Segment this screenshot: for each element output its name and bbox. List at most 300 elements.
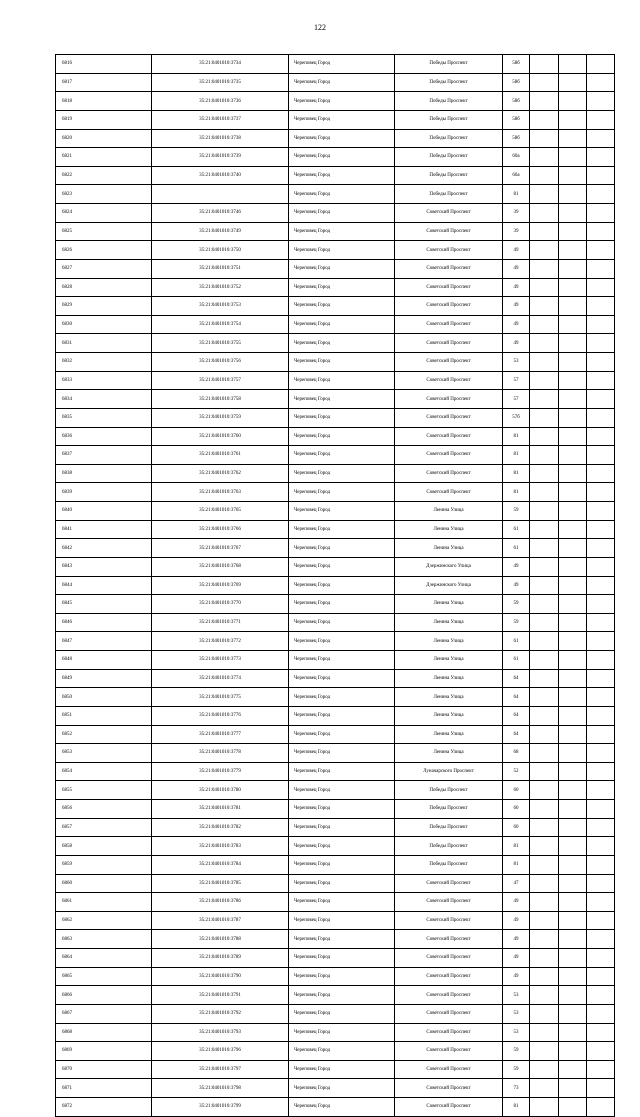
table-row [56, 762, 615, 781]
locality-cell: Череповец Город [289, 129, 395, 148]
street-cell: Советский Проспект [395, 911, 503, 930]
cadastral-number-cell: 35:21:0401010:3779 [152, 762, 289, 781]
row-number-cell: 6856 [56, 800, 152, 819]
empty-cell [559, 818, 587, 837]
house-cell: 61 [503, 651, 530, 670]
street-cell: Дзержинского Улица [395, 557, 503, 576]
locality-cell: Череповец Город [289, 613, 395, 632]
locality-cell: Череповец Город [289, 446, 395, 465]
table-row [56, 1098, 615, 1117]
locality-cell: Череповец Город [289, 837, 395, 856]
house-cell: 49 [503, 241, 530, 260]
house-cell: 49 [503, 297, 530, 316]
empty-cell [559, 55, 587, 74]
empty-cell [587, 520, 615, 539]
empty-cell [559, 800, 587, 819]
house-cell: 39 [503, 204, 530, 223]
table-row [56, 483, 615, 502]
row-number-cell: 6851 [56, 706, 152, 725]
house-cell: 60а [503, 166, 530, 185]
empty-cell [559, 967, 587, 986]
empty-cell [559, 408, 587, 427]
street-cell: Победы Проспект [395, 855, 503, 874]
empty-cell [587, 464, 615, 483]
house-cell: 49 [503, 967, 530, 986]
cadastral-number-cell: 35:21:0401010:3763 [152, 483, 289, 502]
table-row [56, 464, 615, 483]
empty-cell [559, 706, 587, 725]
cadastral-number-cell: 35:21:0401010:3769 [152, 576, 289, 595]
empty-cell [530, 427, 559, 446]
cadastral-number-cell: 35:21:0401010:3734 [152, 55, 289, 74]
empty-cell [559, 241, 587, 260]
locality-cell: Череповец Город [289, 1004, 395, 1023]
street-cell: Советский Проспект [395, 986, 503, 1005]
empty-cell [587, 92, 615, 111]
table-row [56, 688, 615, 707]
street-cell: Ленина Улица [395, 613, 503, 632]
empty-cell [559, 334, 587, 353]
cadastral-number-cell: 35:21:0401010:3776 [152, 706, 289, 725]
house-cell: 68 [503, 744, 530, 763]
house-cell: 49 [503, 911, 530, 930]
empty-cell [559, 874, 587, 893]
house-cell: 58б [503, 129, 530, 148]
empty-cell [587, 911, 615, 930]
house-cell: 60 [503, 800, 530, 819]
table-row [56, 297, 615, 316]
street-cell: Победы Проспект [395, 148, 503, 167]
locality-cell: Череповец Город [289, 595, 395, 614]
empty-cell [530, 334, 559, 353]
empty-cell [530, 1004, 559, 1023]
row-number-cell: 6870 [56, 1060, 152, 1079]
cadastral-number-cell [152, 185, 289, 204]
house-cell: 53 [503, 986, 530, 1005]
empty-cell [559, 92, 587, 111]
empty-cell [559, 688, 587, 707]
row-number-cell: 6863 [56, 930, 152, 949]
empty-cell [559, 911, 587, 930]
cadastral-number-cell: 35:21:0401010:3750 [152, 241, 289, 260]
cadastral-number-cell: 35:21:0401010:3777 [152, 725, 289, 744]
locality-cell: Череповец Город [289, 930, 395, 949]
cadastral-number-cell: 35:21:0401010:3770 [152, 595, 289, 614]
locality-cell: Череповец Город [289, 706, 395, 725]
house-cell: 49 [503, 576, 530, 595]
empty-cell [559, 278, 587, 297]
street-cell: Дзержинского Улица [395, 576, 503, 595]
empty-cell [559, 166, 587, 185]
locality-cell: Череповец Город [289, 874, 395, 893]
house-cell: 58б [503, 92, 530, 111]
empty-cell [559, 148, 587, 167]
table-row [56, 390, 615, 409]
empty-cell [530, 259, 559, 278]
empty-cell [587, 725, 615, 744]
empty-cell [530, 185, 559, 204]
street-cell: Советский Проспект [395, 297, 503, 316]
empty-cell [530, 725, 559, 744]
empty-cell [530, 1042, 559, 1061]
row-number-cell: 6832 [56, 353, 152, 372]
cadastral-number-cell: 35:21:0401010:3757 [152, 371, 289, 390]
empty-cell [530, 539, 559, 558]
row-number-cell: 6819 [56, 110, 152, 129]
cadastral-number-cell: 35:21:0401010:3738 [152, 129, 289, 148]
cadastral-number-cell: 35:21:0401010:3797 [152, 1060, 289, 1079]
empty-cell [530, 688, 559, 707]
house-cell: 39 [503, 222, 530, 241]
street-cell: Советский Проспект [395, 222, 503, 241]
empty-cell [530, 986, 559, 1005]
empty-cell [587, 55, 615, 74]
house-cell: 49 [503, 334, 530, 353]
empty-cell [530, 967, 559, 986]
empty-cell [559, 632, 587, 651]
table-row [56, 855, 615, 874]
locality-cell: Череповец Город [289, 1042, 395, 1061]
empty-cell [530, 483, 559, 502]
table-row [56, 185, 615, 204]
locality-cell: Череповец Город [289, 539, 395, 558]
row-number-cell: 6835 [56, 408, 152, 427]
row-number-cell: 6834 [56, 390, 152, 409]
table-row [56, 1079, 615, 1098]
street-cell: Советский Проспект [395, 1079, 503, 1098]
table-row [56, 446, 615, 465]
empty-cell [559, 259, 587, 278]
street-cell: Советский Проспект [395, 241, 503, 260]
empty-cell [559, 502, 587, 521]
empty-cell [530, 129, 559, 148]
table-row [56, 222, 615, 241]
empty-cell [559, 669, 587, 688]
empty-cell [559, 371, 587, 390]
row-number-cell: 6841 [56, 520, 152, 539]
empty-cell [559, 73, 587, 92]
locality-cell: Череповец Город [289, 204, 395, 223]
house-cell: 49 [503, 259, 530, 278]
street-cell: Победы Проспект [395, 129, 503, 148]
street-cell: Ленина Улица [395, 725, 503, 744]
row-number-cell: 6854 [56, 762, 152, 781]
street-cell: Победы Проспект [395, 55, 503, 74]
table-row [56, 874, 615, 893]
cadastral-number-cell: 35:21:0401010:3740 [152, 166, 289, 185]
row-number-cell: 6827 [56, 259, 152, 278]
row-number-cell: 6868 [56, 1023, 152, 1042]
empty-cell [587, 967, 615, 986]
empty-cell [530, 148, 559, 167]
empty-cell [587, 893, 615, 912]
table-row [56, 1060, 615, 1079]
cadastral-number-cell: 35:21:0401010:3788 [152, 930, 289, 949]
locality-cell: Череповец Город [289, 557, 395, 576]
row-number-cell: 6864 [56, 949, 152, 968]
house-cell: 49 [503, 278, 530, 297]
row-number-cell: 6840 [56, 502, 152, 521]
empty-cell [559, 464, 587, 483]
row-number-cell: 6825 [56, 222, 152, 241]
street-cell: Победы Проспект [395, 800, 503, 819]
cadastral-number-cell: 35:21:0401010:3778 [152, 744, 289, 763]
empty-cell [587, 855, 615, 874]
empty-cell [559, 110, 587, 129]
empty-cell [559, 520, 587, 539]
empty-cell [530, 557, 559, 576]
row-number-cell: 6838 [56, 464, 152, 483]
cadastral-number-cell: 35:21:0401010:3758 [152, 390, 289, 409]
street-cell: Советский Проспект [395, 1042, 503, 1061]
empty-cell [587, 930, 615, 949]
empty-cell [530, 464, 559, 483]
table-row [56, 576, 615, 595]
street-cell: Советский Проспект [395, 1098, 503, 1117]
house-cell: 61 [503, 632, 530, 651]
row-number-cell: 6828 [56, 278, 152, 297]
locality-cell: Череповец Город [289, 762, 395, 781]
empty-cell [587, 204, 615, 223]
table-row [56, 110, 615, 129]
house-cell: 49 [503, 315, 530, 334]
locality-cell: Череповец Город [289, 818, 395, 837]
empty-cell [530, 874, 559, 893]
locality-cell: Череповец Город [289, 781, 395, 800]
empty-cell [559, 222, 587, 241]
street-cell: Ленина Улица [395, 706, 503, 725]
cadastral-number-cell: 35:21:0401010:3775 [152, 688, 289, 707]
empty-cell [587, 241, 615, 260]
house-cell: 53 [503, 1023, 530, 1042]
cadastral-number-cell: 35:21:0401010:3784 [152, 855, 289, 874]
house-cell: 59 [503, 613, 530, 632]
empty-cell [559, 930, 587, 949]
locality-cell: Череповец Город [289, 408, 395, 427]
house-cell: 60 [503, 781, 530, 800]
row-number-cell: 6850 [56, 688, 152, 707]
empty-cell [587, 408, 615, 427]
table-row [56, 520, 615, 539]
empty-cell [559, 185, 587, 204]
street-cell: Ленина Улица [395, 539, 503, 558]
locality-cell: Череповец Город [289, 297, 395, 316]
cadastral-number-cell: 35:21:0401010:3780 [152, 781, 289, 800]
empty-cell [587, 110, 615, 129]
street-cell: Ленина Улица [395, 520, 503, 539]
house-cell: 59 [503, 595, 530, 614]
empty-cell [587, 353, 615, 372]
street-cell: Ленина Улица [395, 669, 503, 688]
empty-cell [587, 334, 615, 353]
table-row [56, 259, 615, 278]
empty-cell [559, 1079, 587, 1098]
row-number-cell: 6872 [56, 1098, 152, 1117]
cadastral-number-cell: 35:21:0401010:3753 [152, 297, 289, 316]
empty-cell [587, 688, 615, 707]
cadastral-number-cell: 35:21:0401010:3754 [152, 315, 289, 334]
house-cell: 64 [503, 669, 530, 688]
empty-cell [559, 613, 587, 632]
table-row [56, 725, 615, 744]
row-number-cell: 6822 [56, 166, 152, 185]
empty-cell [587, 1098, 615, 1117]
locality-cell: Череповец Город [289, 949, 395, 968]
empty-cell [587, 1079, 615, 1098]
empty-cell [587, 1023, 615, 1042]
row-number-cell: 6817 [56, 73, 152, 92]
cadastral-number-cell: 35:21:0401010:3774 [152, 669, 289, 688]
locality-cell: Череповец Город [289, 353, 395, 372]
row-number-cell: 6865 [56, 967, 152, 986]
street-cell: Советский Проспект [395, 408, 503, 427]
table-row [56, 949, 615, 968]
table-row [56, 632, 615, 651]
table-row [56, 837, 615, 856]
house-cell: 49 [503, 930, 530, 949]
cadastral-number-cell: 35:21:0401010:3771 [152, 613, 289, 632]
table-row [56, 986, 615, 1005]
empty-cell [559, 315, 587, 334]
street-cell: Ленина Улица [395, 651, 503, 670]
locality-cell: Череповец Город [289, 278, 395, 297]
locality-cell: Череповец Город [289, 651, 395, 670]
house-cell: 58б [503, 110, 530, 129]
empty-cell [559, 1042, 587, 1061]
empty-cell [530, 762, 559, 781]
house-cell: 52 [503, 762, 530, 781]
empty-cell [587, 297, 615, 316]
table-row [56, 371, 615, 390]
empty-cell [530, 222, 559, 241]
table-row [56, 166, 615, 185]
house-cell: 64 [503, 688, 530, 707]
empty-cell [587, 148, 615, 167]
empty-cell [530, 371, 559, 390]
page-number: 122 [314, 23, 326, 32]
table-row [56, 911, 615, 930]
table-row [56, 148, 615, 167]
row-number-cell: 6867 [56, 1004, 152, 1023]
empty-cell [559, 949, 587, 968]
empty-cell [530, 837, 559, 856]
row-number-cell: 6836 [56, 427, 152, 446]
cadastral-number-cell: 35:21:0401010:3783 [152, 837, 289, 856]
empty-cell [587, 706, 615, 725]
cadastral-number-cell: 35:21:0401010:3772 [152, 632, 289, 651]
street-cell: Советский Проспект [395, 1060, 503, 1079]
locality-cell: Череповец Город [289, 427, 395, 446]
house-cell: 57 [503, 390, 530, 409]
empty-cell [587, 800, 615, 819]
table-row [56, 278, 615, 297]
empty-cell [587, 502, 615, 521]
table-row [56, 1042, 615, 1061]
empty-cell [559, 576, 587, 595]
empty-cell [559, 129, 587, 148]
street-cell: Победы Проспект [395, 110, 503, 129]
cadastral-number-cell: 35:21:0401010:3798 [152, 1079, 289, 1098]
table-row [56, 334, 615, 353]
row-number-cell: 6833 [56, 371, 152, 390]
empty-cell [587, 557, 615, 576]
table-row [56, 930, 615, 949]
house-cell: 58б [503, 55, 530, 74]
street-cell: Советский Проспект [395, 893, 503, 912]
locality-cell: Череповец Город [289, 669, 395, 688]
street-cell: Победы Проспект [395, 92, 503, 111]
locality-cell: Череповец Город [289, 166, 395, 185]
cadastral-number-cell: 35:21:0401010:3756 [152, 353, 289, 372]
empty-cell [587, 278, 615, 297]
cadastral-number-cell: 35:21:0401010:3781 [152, 800, 289, 819]
empty-cell [587, 949, 615, 968]
house-cell: 59 [503, 502, 530, 521]
cadastral-number-cell: 35:21:0401010:3736 [152, 92, 289, 111]
street-cell: Советский Проспект [395, 371, 503, 390]
empty-cell [559, 557, 587, 576]
empty-cell [587, 390, 615, 409]
street-cell: Советский Проспект [395, 464, 503, 483]
cadastral-number-cell: 35:21:0401010:3761 [152, 446, 289, 465]
locality-cell: Череповец Город [289, 576, 395, 595]
empty-cell [530, 613, 559, 632]
table-row [56, 427, 615, 446]
empty-cell [587, 818, 615, 837]
table-row [56, 651, 615, 670]
cadastral-number-cell: 35:21:0401010:3799 [152, 1098, 289, 1117]
locality-cell: Череповец Город [289, 483, 395, 502]
empty-cell [530, 818, 559, 837]
house-cell: 81 [503, 427, 530, 446]
empty-cell [587, 315, 615, 334]
row-number-cell: 6858 [56, 837, 152, 856]
empty-cell [530, 576, 559, 595]
cadastral-number-cell: 35:21:0401010:3773 [152, 651, 289, 670]
locality-cell: Череповец Город [289, 744, 395, 763]
empty-cell [587, 166, 615, 185]
street-cell: Советский Проспект [395, 204, 503, 223]
row-number-cell: 6826 [56, 241, 152, 260]
street-cell: Советский Проспект [395, 446, 503, 465]
empty-cell [530, 706, 559, 725]
locality-cell: Череповец Город [289, 855, 395, 874]
table-row [56, 502, 615, 521]
row-number-cell: 6855 [56, 781, 152, 800]
empty-cell [530, 855, 559, 874]
table-row [56, 241, 615, 260]
row-number-cell: 6820 [56, 129, 152, 148]
cadastral-number-cell: 35:21:0401010:3755 [152, 334, 289, 353]
cadastral-number-cell: 35:21:0401010:3752 [152, 278, 289, 297]
row-number-cell: 6816 [56, 55, 152, 74]
cadastral-number-cell: 35:21:0401010:3785 [152, 874, 289, 893]
empty-cell [587, 73, 615, 92]
house-cell: 64 [503, 725, 530, 744]
street-cell: Советский Проспект [395, 949, 503, 968]
row-number-cell: 6818 [56, 92, 152, 111]
cadastral-number-cell: 35:21:0401010:3735 [152, 73, 289, 92]
street-cell: Ленина Улица [395, 632, 503, 651]
locality-cell: Череповец Город [289, 371, 395, 390]
empty-cell [530, 651, 559, 670]
empty-cell [587, 129, 615, 148]
house-cell: 47 [503, 874, 530, 893]
house-cell: 57б [503, 408, 530, 427]
locality-cell: Череповец Город [289, 986, 395, 1005]
empty-cell [530, 110, 559, 129]
cadastral-number-cell: 35:21:0401010:3766 [152, 520, 289, 539]
